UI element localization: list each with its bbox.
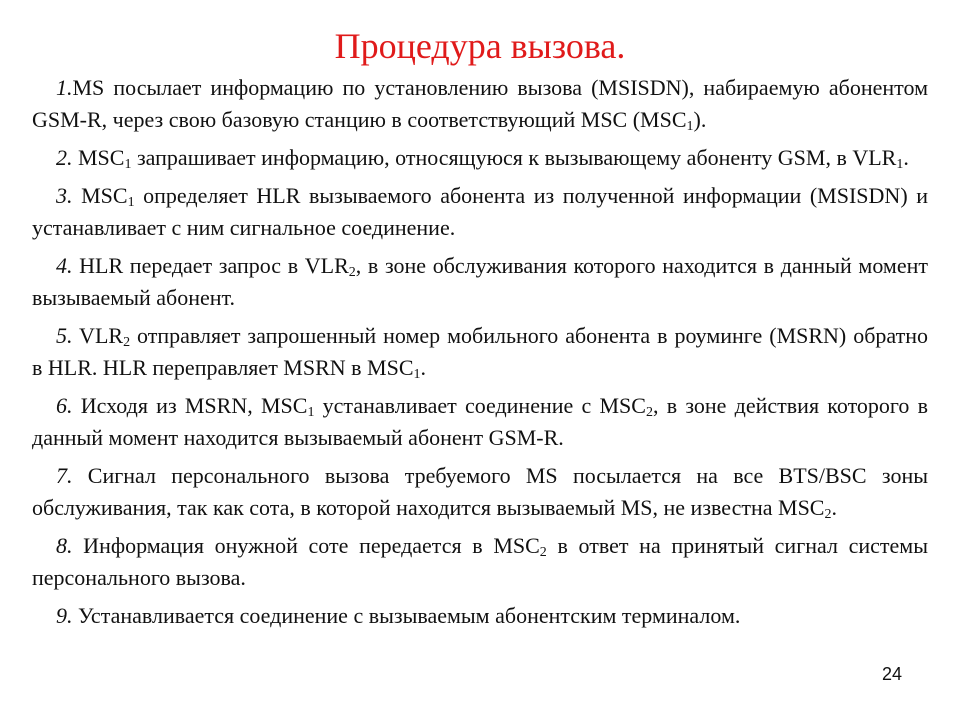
- procedure-step: [32, 180, 928, 244]
- step-number: 3.: [56, 183, 73, 208]
- step-text: в ответ на принятый сигнал системы персонального вызова.: [32, 533, 929, 590]
- step-text: Устанавливается соединение с вызываемым абонентским терминалом.: [72, 603, 741, 628]
- step-text: Сигнал персонального вызова требуемого MS посылается на все BTS/BSC зоны обслуживания, так как сота, в которой находится вызываемый MS, не известна MSC: [32, 463, 928, 520]
- subscript: 1: [413, 367, 421, 382]
- subscript: 1: [127, 195, 135, 210]
- step-text: .: [831, 495, 837, 520]
- slide-title: Процедура вызова.: [334, 26, 626, 66]
- step-text: VLR: [72, 323, 124, 348]
- step-text: , в зоне обслуживания которого находится в данный момент вызываемый абонент.: [32, 253, 928, 310]
- subscript: 1: [896, 157, 904, 172]
- step-text: Исходя из MSRN, MSC: [72, 393, 308, 418]
- step-text: Информация онужной соте передается в MSC: [72, 533, 540, 558]
- subscript: 2: [645, 405, 653, 420]
- procedure-step: [32, 72, 928, 136]
- step-number: 6.: [56, 393, 73, 418]
- procedure-step: [32, 530, 928, 594]
- page-number: 24: [881, 664, 902, 684]
- procedure-list: [32, 72, 928, 638]
- step-number: 7.: [56, 463, 73, 488]
- step-text: устанавливает соединение с MSC: [314, 393, 646, 418]
- step-number: 5.: [56, 323, 73, 348]
- subscript: 2: [123, 335, 131, 350]
- step-number: 1.: [56, 75, 73, 100]
- step-text: MS посылает информацию по установлению вызова (MSISDN), набираемую абонентом GSM-R, через свою базовую станцию в соответствующий MSC (MSC: [32, 75, 928, 132]
- procedure-step: [32, 250, 928, 314]
- step-text: HLR передает запрос в VLR: [72, 253, 349, 278]
- subscript: 2: [348, 265, 356, 280]
- subscript: 1: [307, 405, 315, 420]
- procedure-step: [32, 460, 928, 524]
- step-text: , в зоне действия которого в данный момент находится вызываемый абонент GSM-R.: [32, 393, 928, 450]
- step-text: ).: [693, 107, 707, 132]
- step-number: 8.: [56, 533, 73, 558]
- step-text: определяет HLR вызываемого абонента из полученной информации (MSISDN) и устанавливает с ним сигнальное соединение.: [32, 183, 928, 240]
- step-text: .: [420, 355, 427, 380]
- procedure-step: [32, 390, 928, 454]
- procedure-step: [32, 142, 928, 174]
- procedure-step: [32, 600, 928, 632]
- subscript: 2: [824, 507, 832, 522]
- step-number: 4.: [56, 253, 73, 278]
- procedure-step: [32, 320, 928, 384]
- step-text: MSC: [72, 145, 125, 170]
- subscript: 1: [124, 157, 132, 172]
- step-number: 2.: [56, 145, 73, 170]
- subscript: 2: [539, 545, 547, 560]
- subscript: 1: [686, 119, 694, 134]
- step-text: отправляет запрошенный номер мобильного абонента в роуминге (MSRN) обратно в HLR. HLR переправляет MSRN в MSC: [32, 323, 928, 380]
- step-number: 9.: [56, 603, 73, 628]
- step-text: .: [903, 145, 909, 170]
- step-text: MSC: [72, 183, 128, 208]
- step-text: запрашивает информацию, относящуюся к вызывающему абоненту GSM, в VLR: [131, 145, 897, 170]
